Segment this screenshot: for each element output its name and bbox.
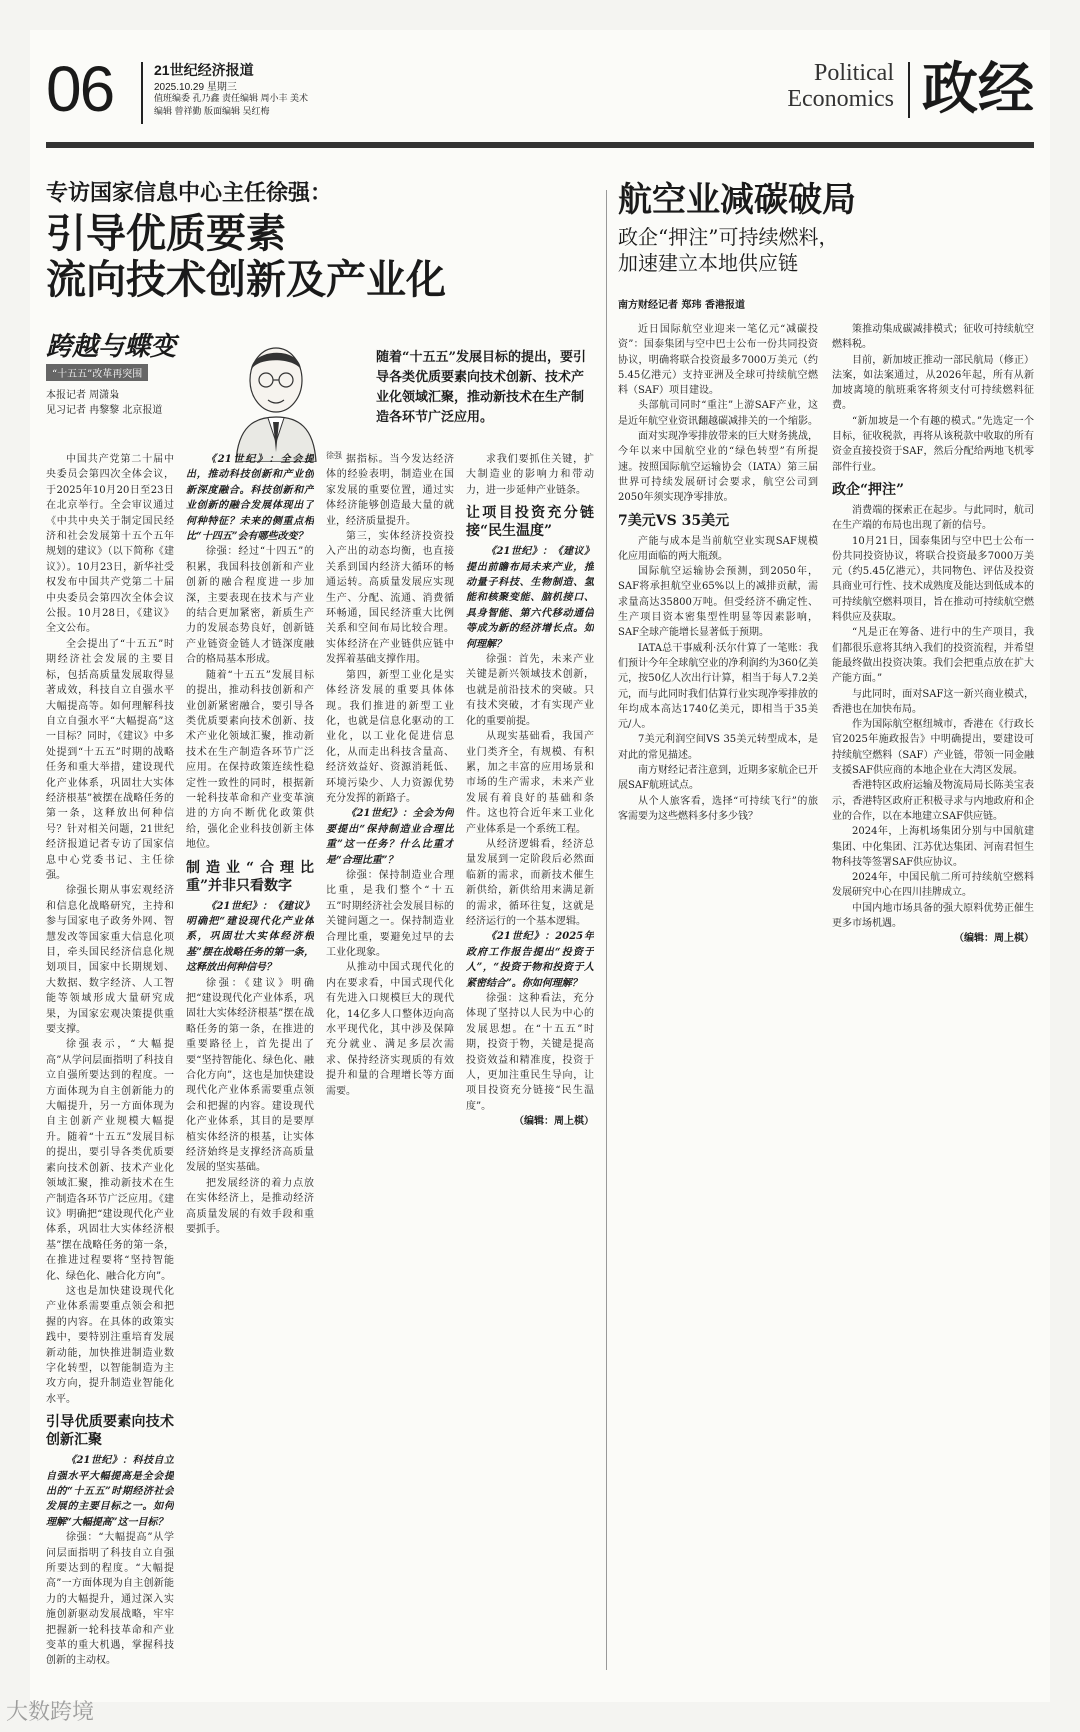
article-kicker: 专访国家信息中心主任徐强： <box>46 180 333 206</box>
page-number: 06 <box>46 53 114 125</box>
paragraph: 2024年，上海机场集团分别与中国航建集团、中化集团、江苏优达集团、河南君恒生物科技等签署SAF供应协议。 <box>832 826 1034 868</box>
paragraph: 全会提出了“十五五”时期经济社会发展的主要目标，包括高质量发展取得显著成效，科技自立自强水平大幅提高等。如何理解科技自立自强水平“大幅提高”这一目标？同时，《建议》中多处提到“十五五”时期的战略任务和重大举措，建设现代化产业体系，巩固壮大实体经济根基”被摆在战略任务的第一条，这释放出何种信号？针对相关问题，21世纪经济报道记者专访了国家信息中心党委书记、主任徐强。 <box>46 638 174 881</box>
section-english-line2: Economics <box>787 86 894 112</box>
paragraph: 目前，新加坡正推动一部民航局（修正）法案，如法案通过，从2026年起，所有从新加坡离境的航班乘客将须支付可持续燃料征费。 <box>832 354 1034 412</box>
body-column-2 <box>832 322 1034 1672</box>
paragraph: 7美元利润空间VS 35美元转型成本，是对此的常见描述。 <box>618 734 818 761</box>
paragraph: 从经济逻辑看，经济总量发展到一定阶段后必然面临新的需求，而新技术催生新供给，新供给用来满足新的需求，循环往复，这就是经济运行的一个基本逻辑。 <box>466 838 594 927</box>
article-body <box>618 322 1034 1672</box>
paragraph: 作为国际航空枢纽城市，香港在《行政长官2025年施政报告》中明确提出，要建设可持续航空燃料（SAF）产业链，带领一同金融支援SAF供应商的本地企业在大湾区发展。 <box>832 719 1034 777</box>
header-rule <box>46 142 1034 148</box>
paragraph: 策推动集成碳减排模式；征收可持续航空燃料税。 <box>832 324 1034 351</box>
section-english-line1: Political <box>814 60 894 86</box>
paragraph: 徐强：保持制造业合理比重，是我们整个“十五五”时期经济社会发展目标的关键问题之一。保持制造业合理比重，要避免过早的去工业化现象。 <box>326 869 454 958</box>
paragraph: “新加坡是一个有趣的模式。”先选定一个目标，征收税款，再将从该税款中收取的所有资金直接投资于SAF，然后分配给两地飞机零部件行业。 <box>832 415 1034 473</box>
staff-credits: 值班编委 孔乃鑫 责任编辑 周小丰 美术编辑 曾祥勤 版面编辑 吴红梅 <box>154 93 309 116</box>
paragraph: 第四，新型工业化是实体经济发展的重要具体体现。我们推进的新型工业化，也就是信息化驱动的工业化，以工业化促进信息化，从而走出科技含量高、经济效益好、资源消耗低、环境污染少、人力资源优势充分发挥的新路子。 <box>326 669 454 804</box>
paragraph: IATA总干事威利·沃尔什算了一笔账：我们预计今年全球航空业的净利润约为360亿美元，按50亿人次出行计算，相当于每人7.2美元，而与此同时我们估算行业实现净零排放的年均成本高达1740亿美元，即相当于35美元/人。 <box>618 642 818 731</box>
paragraph: 徐强：首先，未来产业关键是新兴领域技术创新，也就是前沿技术的突破。只有技术突破，才有实现产业化的重要前提。 <box>466 654 594 727</box>
paragraph: 面对实现净零排放带来的巨大财务挑战，今年以来中国航空业的“绿色转型”有所提速。按照国际航空运输协会（IATA）第三届世界可持续发展研讨会要求，航空公司到2050年须实现净零排放。 <box>618 431 818 504</box>
divider <box>141 62 143 124</box>
subheading: 让项目投资充分链接“民生温度” <box>466 505 594 540</box>
paragraph: “凡是正在筹备、进行中的生产项目，我们都很乐意将其纳入我们的投资流程，并希望能最终做出投资决策。我们会把重点放在扩大产能方面。” <box>832 627 1034 685</box>
body-column-4 <box>466 452 594 1678</box>
article-subheadline-1: 政企“押注”可持续燃料， <box>618 225 839 249</box>
portrait-caption: 徐强 <box>326 451 342 460</box>
question: 《21世纪》：科技自立自强水平大幅提高是全会提出的“十五五”时期经济社会发展的主要目标之一。如何理解“大幅提高”这一目标？ <box>46 1455 174 1528</box>
subheading: 引导优质要素向技术创新汇聚 <box>46 1414 174 1449</box>
paragraph: 中国共产党第二十届中央委员会第四次全体会议，于2025年10月20日至23日在北京举行。全会审议通过《中共中央关于制定国民经济和社会发展第十五个五年规划的建议》（以下简称《建议》）。10月23日，新华社受权发布中国共产党第二十届中央委员会第四次全体会议公报。10月28日，《建议》全文公布。 <box>46 454 174 635</box>
article-headline-1: 引导优质要素 <box>46 210 286 257</box>
series-subtitle: “十五五”改革再突围 <box>46 364 148 381</box>
series-title: 跨越与蝶变 <box>46 332 177 362</box>
paragraph: 与此同时，面对SAF这一新兴商业模式，香港也在加快布局。 <box>832 688 1034 715</box>
paragraph: 10月21日，国泰集团与空中巴士公布一份共同投资协议，将联合投资最多7000万美元（约5.45亿港元），共同物色、评估及投资具商业可行性、技术成熟度及能达到低成本的可持续航空燃料项目，旨在推动可持续航空燃料供应及获取。 <box>832 535 1034 624</box>
article-headline-2: 流向技术创新及产业化 <box>46 256 446 303</box>
paragraph: 徐强：“大幅提高”从学问层面指明了科技自立自强所要达到的程度。“大幅提高”一方面体现为自主创新能力的大幅提升，通过深入实施创新驱动发展战略，牢牢把握新一轮科技革命和产业变革的重大机遇，掌握科技创新的主动权。 <box>46 1532 174 1667</box>
paragraph: 2024年，中国民航二所可持续航空燃料发展研究中心在四川挂牌成立。 <box>832 872 1034 899</box>
article-subheadline-2: 加速建立本地供应链 <box>618 251 798 275</box>
paragraph: 徐强长期从事宏观经济和信息化战略研究，主持和参与国家电子政务外网、智慧发改等国家重大信息化项目，牵头国民经济信息化规划项目，国家中长期规划、大数据、数字经济、人工智能等领域形成大量研究成果，为国家宏观决策提供重要支撑。 <box>46 885 174 1036</box>
editor-credit: （编辑：周上棋） <box>514 1116 594 1128</box>
paragraph: 把发展经济的着力点放在实体经济上，是推动经济高质量发展的有效手段和重要抓手。 <box>186 1177 314 1236</box>
portrait-illustration <box>196 322 356 462</box>
paragraph: 徐强：经过“十四五”的积累，我国科技创新和产业创新的融合程度进一步加深，主要表现在技术与产业的结合更加紧密，新质生产力的发展态势良好，创新链产业链资金链人才链深度融合的格局基本形成。 <box>186 546 314 666</box>
paper-name: 21世纪经济报道 <box>154 62 254 78</box>
column-divider <box>606 190 607 1670</box>
byline: 南方财经记者 郑玮 香港报道 <box>618 300 745 311</box>
paragraph: 徐强表示，“大幅提高”从学问层面指明了科技自立自强所要达到的程度。一方面体现为自主创新能力的大幅提升，另一方面体现为自主创新产业规模大幅提升。随着“十五五”发展目标的提出，要引导各类优质要素向技术创新、技术产业化领域汇聚，推动新技术在生产制造各环节广泛应用。《建议》明确把“建设现代化产业体系，巩固壮大实体经济根基”摆在战略任务的第一条，在推进过程要将“坚持智能化、绿色化、融合化方向”。 <box>46 1039 174 1282</box>
body-column-1 <box>46 452 174 1678</box>
paragraph: 南方财经记者注意到，近期多家航企已开展SAF航班试点。 <box>618 765 818 792</box>
paragraph: 国际航空运输协会预测，到2050年，SAF将承担航空业65%以上的减排贡献，需求量高达35800万吨。但受经济不确定性、生产项目资本密集型性明显等因素影响，SAF全球产能增长显著低于预期。 <box>618 566 818 639</box>
paragraph: 从现实基础看，我国产业门类齐全，有规模、有积累，加之丰富的应用场景和市场的生产需求，未来产业发展有着良好的基础和条件。这也符合近年来工业化产业体系是一个系统工程。 <box>466 731 594 835</box>
paragraph: 这也是加快建设现代化产业体系需要重点领会和把握的内容。在具体的政策实践中，要特别注重培育发展新动能，加快推进制造业数字化转型，以智能制造为主攻方向，提升制造业智能化水平。 <box>46 1285 174 1405</box>
subheading: 制造业“合理比重”并非只看数字 <box>186 859 314 894</box>
paragraph: 从推动中国式现代化的内在要求看，中国式现代化有先进入口规模巨大的现代化，14亿多人口整体迈向高水平现代化，其中涉及保障充分就业、满足多层次需求、保持经济实现质的有效提升和量的合理增长等方面需要。 <box>326 962 454 1097</box>
paragraph: 头部航司同时“重注”上游SAF产业，这是近年航空业资讯翻越碳减排关的一个缩影。 <box>618 400 818 427</box>
paragraph: 从个人旅客看，选择“可持续飞行”的旅客需要为这些燃料多付多少钱？ <box>618 795 818 822</box>
section-english <box>787 60 894 112</box>
question: 《21世纪》：《建议》提出前瞻布局未来产业，推动量子科技、生物制造、氢能和核聚变能、脑机接口、具身智能、第六代移动通信等成为新的经济增长点。如何理解？ <box>466 546 594 650</box>
body-column-3 <box>326 452 454 1678</box>
paragraph: 求我们要抓住关键，扩大制造业的影响力和带动力，进一步延伸产业链条。 <box>466 454 594 496</box>
article-intro: 随着“十五五”发展目标的提出，要引导各类优质要素向技术创新、技术产业化领域汇聚，推动新技术在生产制造各环节广泛应用。 <box>376 350 586 425</box>
article-body <box>46 452 594 1678</box>
paragraph: 据指标。当今发达经济体的经验表明，制造业在国家发展的重要位置，通过实体经济能够创造最大量的就业，经济质量提升。 <box>326 454 454 527</box>
paragraph: 香港特区政府运输及物流局局长陈美宝表示，香港特区政府正积极寻求与内地政府和企业的合作，以在本地建立SAF供应链。 <box>832 780 1034 822</box>
editor-credit: （编辑：周上棋） <box>954 933 1034 945</box>
question: 《21世纪》：2025年政府工作报告提出“投资于人”，“投资于物和投资于人紧密结合”。你如何理解？ <box>466 931 594 989</box>
aviation-article <box>618 162 1034 1682</box>
paragraph: 中国内地市场具备的强大原料优势正催生更多市场机遇。 <box>832 902 1034 929</box>
body-column-1 <box>618 322 818 1672</box>
paragraph: 徐强：《建议》明确把“建设现代化产业体系，巩固壮大实体经济根基”摆在战略任务的第一条，在推进的重要路径上，首先提出了要“坚持智能化、绿色化、融合化方向”，这也是加快建设现代化产业体系需要重点领会和把握的内容。建设现代化产业体系，其目的是要厚植实体经济的根基，让实体经济始终是支撑经济高质量发展的坚实基础。 <box>186 977 314 1174</box>
paragraph: 消费端的探索正在起步。与此同时，航司在生产端的布局也出现了新的信号。 <box>832 504 1034 532</box>
interview-article <box>46 162 594 1682</box>
divider <box>908 62 910 118</box>
watermark-logo: 大数跨境 <box>6 1699 95 1724</box>
question: 《21世纪》：全会为何要提出“保持制造业合理比重”这一任务？什么比重才是“合理比重”？ <box>326 808 454 866</box>
issue-date: 2025.10.29 星期三 <box>154 82 237 93</box>
paragraph: 第三，实体经济投资投入产出的动态均衡，也直接关系到国内经济大循环的畅通运转。高质量发展应实现生产、分配、流通、消费循环畅通，国民经济重大比例关系和空间布局比较合理。实体经济在产业链供应链中发挥着基础支撑作用。 <box>326 531 454 666</box>
paragraph: 徐强：这种看法，充分体现了坚持以人民为中心的发展思想。在“十五五”时期，投资于物，关键是提高投资效益和精准度，投资于人，更加注重民生导向，让项目投资充分链接“民生温度”。 <box>466 993 594 1112</box>
question: 《21世纪》：全会提出，推动科技创新和产业创新深度融合。科技创新和产业创新的融合发展体现出了何种特征？未来的侧重点相比“十四五”会有哪些改变？ <box>186 454 314 543</box>
subheading: 政企“押注” <box>832 481 905 498</box>
newspaper-page <box>30 30 1050 1702</box>
article-headline: 航空业减碳破局 <box>618 180 856 220</box>
section-title: 政经 <box>922 56 1034 122</box>
paragraph: 随着“十五五”发展目标的提出，推动科技创新和产业创新紧密融合，要引导各类优质要素向技术创新、技术产业化领域汇聚，推动新技术在生产制造各环节广泛应用。在保持政策连续性稳定性一致性的同时，根据新一轮科技革命和产业变革演进的方向不断优化政策供给，强化企业科技创新主体地位。 <box>186 669 314 851</box>
byline: 本报记者 周潇枭 见习记者 冉黎黎 北京报道 <box>46 390 163 416</box>
series-tag <box>46 332 186 380</box>
paragraph: 近日国际航空业迎来一笔亿元“减碳投资”：国泰集团与空中巴士公布一份共同投资协议，明确将联合投资最多7000万美元（约5.45亿港元）支持亚洲及全球可持续航空燃料（SAF）项目建设。 <box>618 324 818 397</box>
subheading: 7美元VS 35美元 <box>618 512 730 529</box>
paragraph: 产能与成本是当前航空业实现SAF规模化应用面临的两大瓶颈。 <box>618 535 818 562</box>
body-column-2 <box>186 452 314 1678</box>
question: 《21世纪》：《建议》明确把“建设现代化产业体系，巩固壮大实体经济根基”摆在战略任务的第一条，这释放出何种信号？ <box>186 900 314 974</box>
